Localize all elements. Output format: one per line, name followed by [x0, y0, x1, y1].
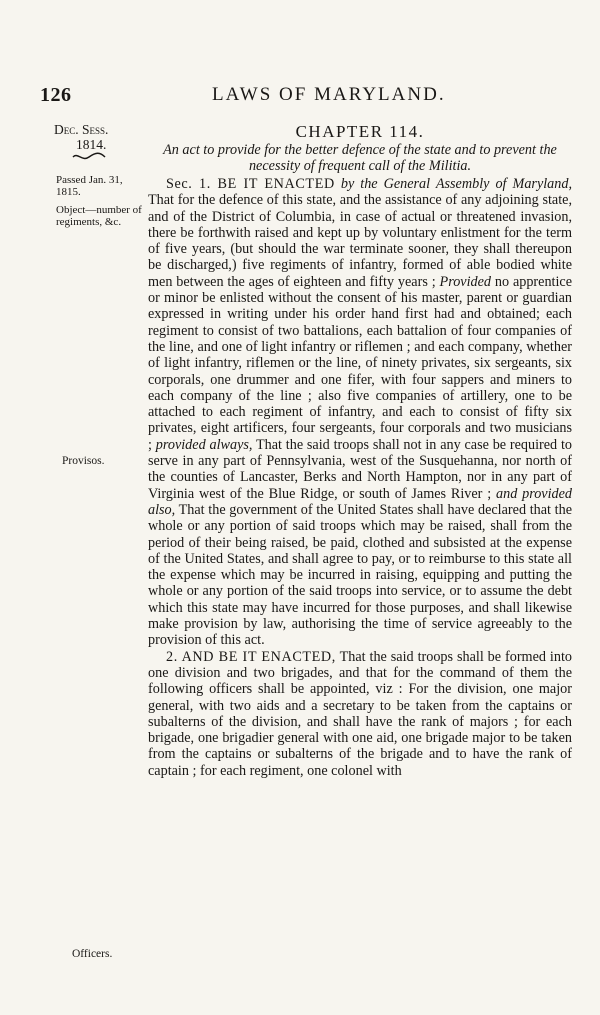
section-2-lead: 2. AND BE IT ENACTED, [166, 648, 336, 665]
officers-note: Officers. [72, 948, 113, 960]
proviso-3: and provided also, [148, 485, 573, 518]
proviso-2: provided always, [155, 436, 253, 453]
section-1-text-a: That for the defence of this state, and the assistance of any adjoining state, and of the District of Columbia, in case of actual or threatened invasion, there be forthwith raised and kept up by voluntary enlistment for the term of five years, (but should the war terminate sooner, they shall thereupon be discharged,) five regiments of infantry, formed of able bodied white men between the ages of eighteen and fifty years ; [148, 192, 572, 290]
section-1-lead: Sec. 1. BE IT ENACTED [166, 176, 335, 192]
chapter-title: CHAPTER 114. [295, 122, 425, 141]
object-note: Object—number of regiments, &c. [56, 204, 142, 228]
section-2-text: That the said troops shall be formed into one division and two brigades, and that for the command of them the following officers shall be appointed, viz : For the division, one major general, with two aids and a secretary to be taken from the captains or subalterns of the division, and shall have the rank of majors ; for each brigade, one brigadier general with one aid, one brigade major to be taken from the captains or subalterns of the brigade and to have the rank of captain ; for each regiment, one colonel with [148, 648, 572, 779]
main-text [148, 122, 572, 779]
swash-ornament-icon [38, 152, 138, 162]
session-year: 1814. [76, 137, 107, 152]
page-number: 126 [40, 84, 72, 106]
section-1-text-b: no apprentice or minor be enlisted without the consent of his master, parent or guardian expressed in writing under his order hand first had and obtained; each regiment to consist of two battalions, each battalion of four companies of the line, and one of light infantry or riflemen ; and each company, whether of light infantry, riflemen or the line, of ninety privates, six sergeants, six corporals, one drummer and one fifer, with four sappers and miners to each company of the line ; also five companies of artillery, one to be attached to each regiment of infantry, and each to consist of fifty six privates, eight artificers, four sergeants, four corporals and two musicians ; [148, 273, 573, 453]
margin-notes [38, 122, 142, 960]
act-heading: An act to provide for the better defence of the state and to prevent the necessity of frequent call of the Militia. [163, 142, 557, 174]
session-label: Dec. Sess. [54, 122, 109, 137]
section-1-lead-italic: by the General Assembly of Maryland, [340, 176, 573, 192]
section-1-text-d: That the government of the United States shall have declared that the whole or any portion of said troops which may be raised, shall from the period of their being raised, be paid, clothed and subsisted at the expense of the United States, and shall agree to pay, or to reimburse to this state all the expense which may be incurred in raising, equipping and putting the whole or any portion of the said troops into service, or to assume the debt which this state may have incurred for those purposes, and shall likewise make provision by law, authorising the time of service agreeably to the provision of this act. [148, 501, 572, 649]
passed-date-note: Passed Jan. 31, 1815. [56, 174, 123, 198]
section-2 [148, 649, 572, 779]
page-header [0, 84, 600, 108]
running-title: LAWS OF MARYLAND. [212, 84, 446, 105]
provisos-note: Provisos. [62, 455, 105, 467]
section-1 [148, 176, 572, 649]
proviso-1: Provided [439, 273, 492, 290]
section-1-text-c: That the said troops shall not in any case be required to serve in any part of Pennsylvania, west of the Susquehanna, nor north of the counties of Lancaster, Berks and North Hampton, nor in any part of Virginia west of the Blue Ridge, or south of James River ; [148, 436, 572, 502]
